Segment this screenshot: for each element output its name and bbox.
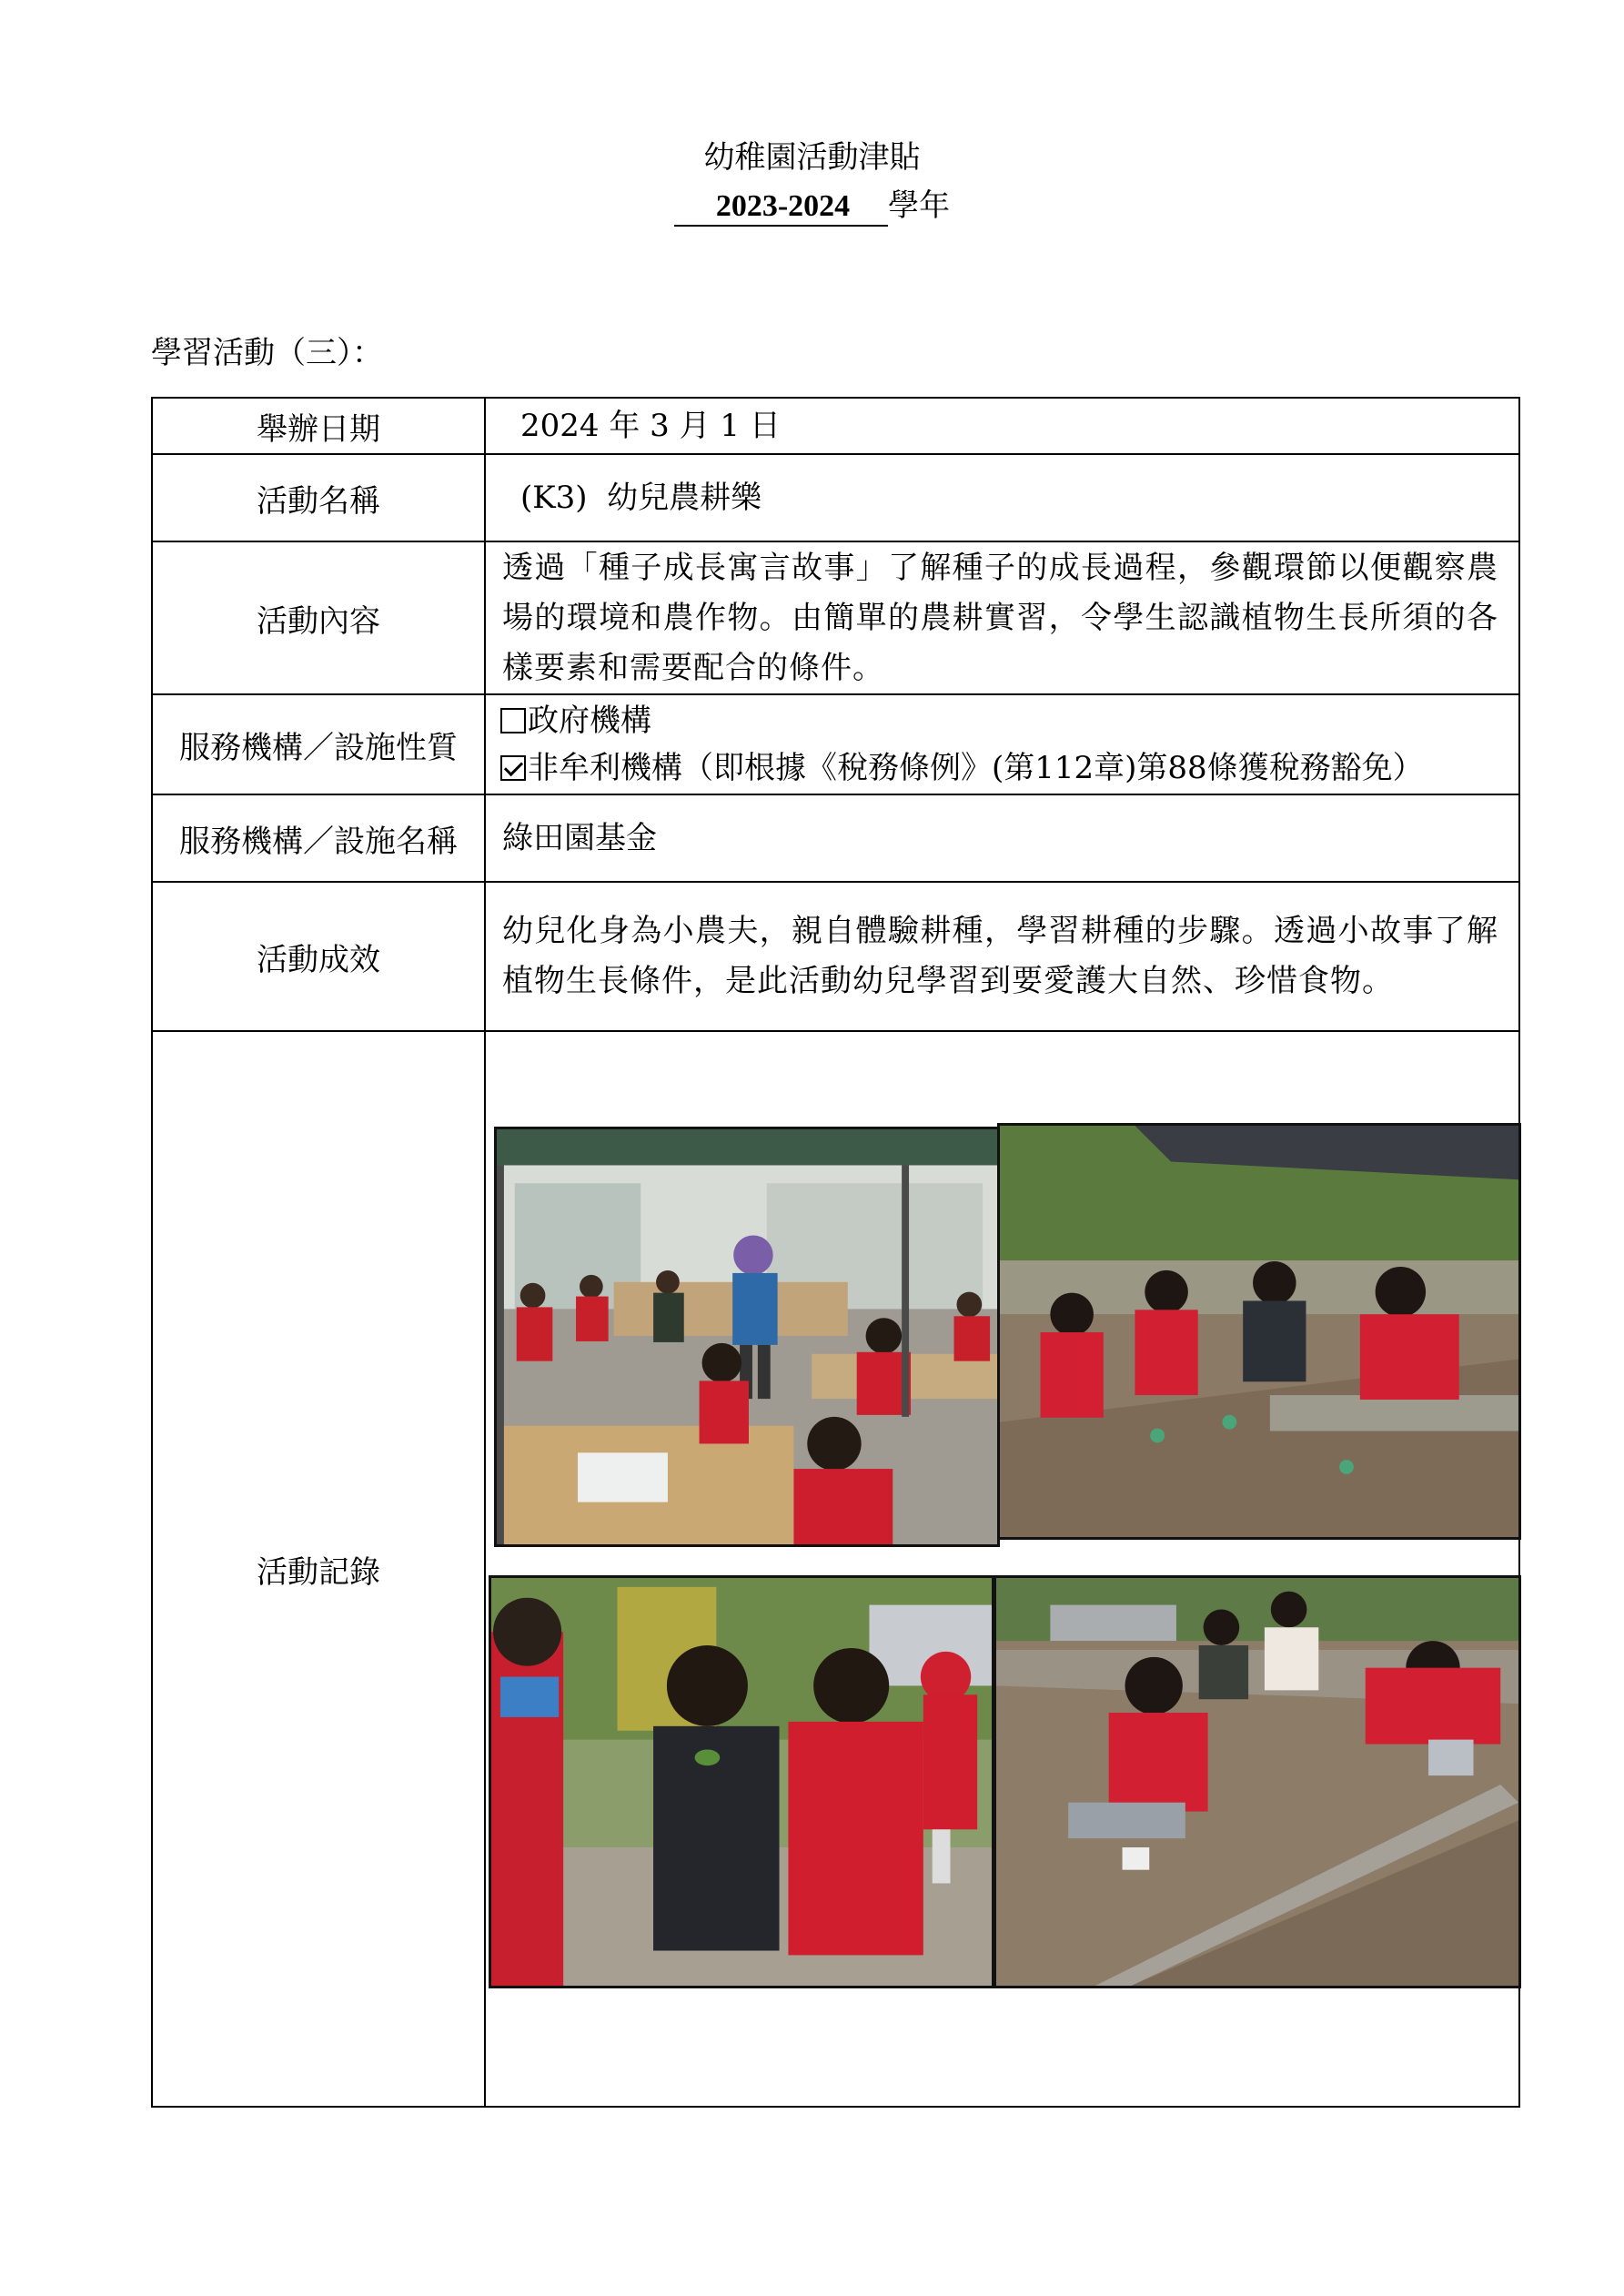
option-government-label: 政府機構 xyxy=(528,703,651,739)
school-year-suffix: 學年 xyxy=(888,187,951,224)
row-date xyxy=(152,398,1519,454)
value-org-type xyxy=(485,694,1519,794)
row-outcome xyxy=(152,882,1519,1031)
value-date: 2024 年 3 月 1 日 xyxy=(485,398,1519,454)
row-name xyxy=(152,454,1519,541)
document-title: 幼稚園活動津貼 xyxy=(703,139,921,176)
label-org-name: 服務機構／設施名稱 xyxy=(152,794,485,882)
checkbox-nonprofit xyxy=(500,755,526,781)
option-nonprofit-label: 非牟利機構（即根據《稅務條例》(第112章)第88條獲稅務豁免） xyxy=(528,750,1424,786)
photo-smelling-leaf xyxy=(489,1575,994,1988)
photo-planting-group xyxy=(997,1123,1521,1540)
option-government xyxy=(500,697,1498,744)
value-name: (K3) 幼兒農耕樂 xyxy=(485,454,1519,541)
row-content xyxy=(152,541,1519,694)
photo-classroom xyxy=(494,1127,1000,1547)
label-org-type: 服務機構／設施性質 xyxy=(152,694,485,794)
option-nonprofit xyxy=(500,744,1498,792)
value-content: 透過「種子成長寓言故事」了解種子的成長過程，參觀環節以便觀察農場的環境和農作物。由簡單的農耕實習，令學生認識植物生長所須的各樣要素和需要配合的條件。 xyxy=(485,541,1519,694)
label-content: 活動內容 xyxy=(152,541,485,694)
photo-digging-soil xyxy=(994,1575,1521,1988)
school-year: 2023-2024 xyxy=(674,188,888,227)
row-org-name xyxy=(152,794,1519,882)
digging-soil-icon xyxy=(996,1578,1518,1986)
planting-group-icon xyxy=(1000,1126,1518,1537)
label-outcome: 活動成效 xyxy=(152,882,485,1031)
label-name: 活動名稱 xyxy=(152,454,485,541)
value-outcome: 幼兒化身為小農夫，親自體驗耕種，學習耕種的步驟。透過小故事了解植物生長條件，是此活動幼兒學習到要愛護大自然、珍惜食物。 xyxy=(485,882,1519,1031)
label-date: 舉辦日期 xyxy=(152,398,485,454)
value-org-name: 綠田園基金 xyxy=(485,794,1519,882)
label-record: 活動記錄 xyxy=(152,1031,485,2107)
classroom-scene-icon xyxy=(497,1129,997,1544)
school-year-line xyxy=(0,180,1624,227)
row-org-type xyxy=(152,694,1519,794)
checkbox-government xyxy=(500,708,526,733)
section-title: 學習活動（三）： xyxy=(151,335,383,371)
smelling-leaf-icon xyxy=(491,1578,992,1986)
